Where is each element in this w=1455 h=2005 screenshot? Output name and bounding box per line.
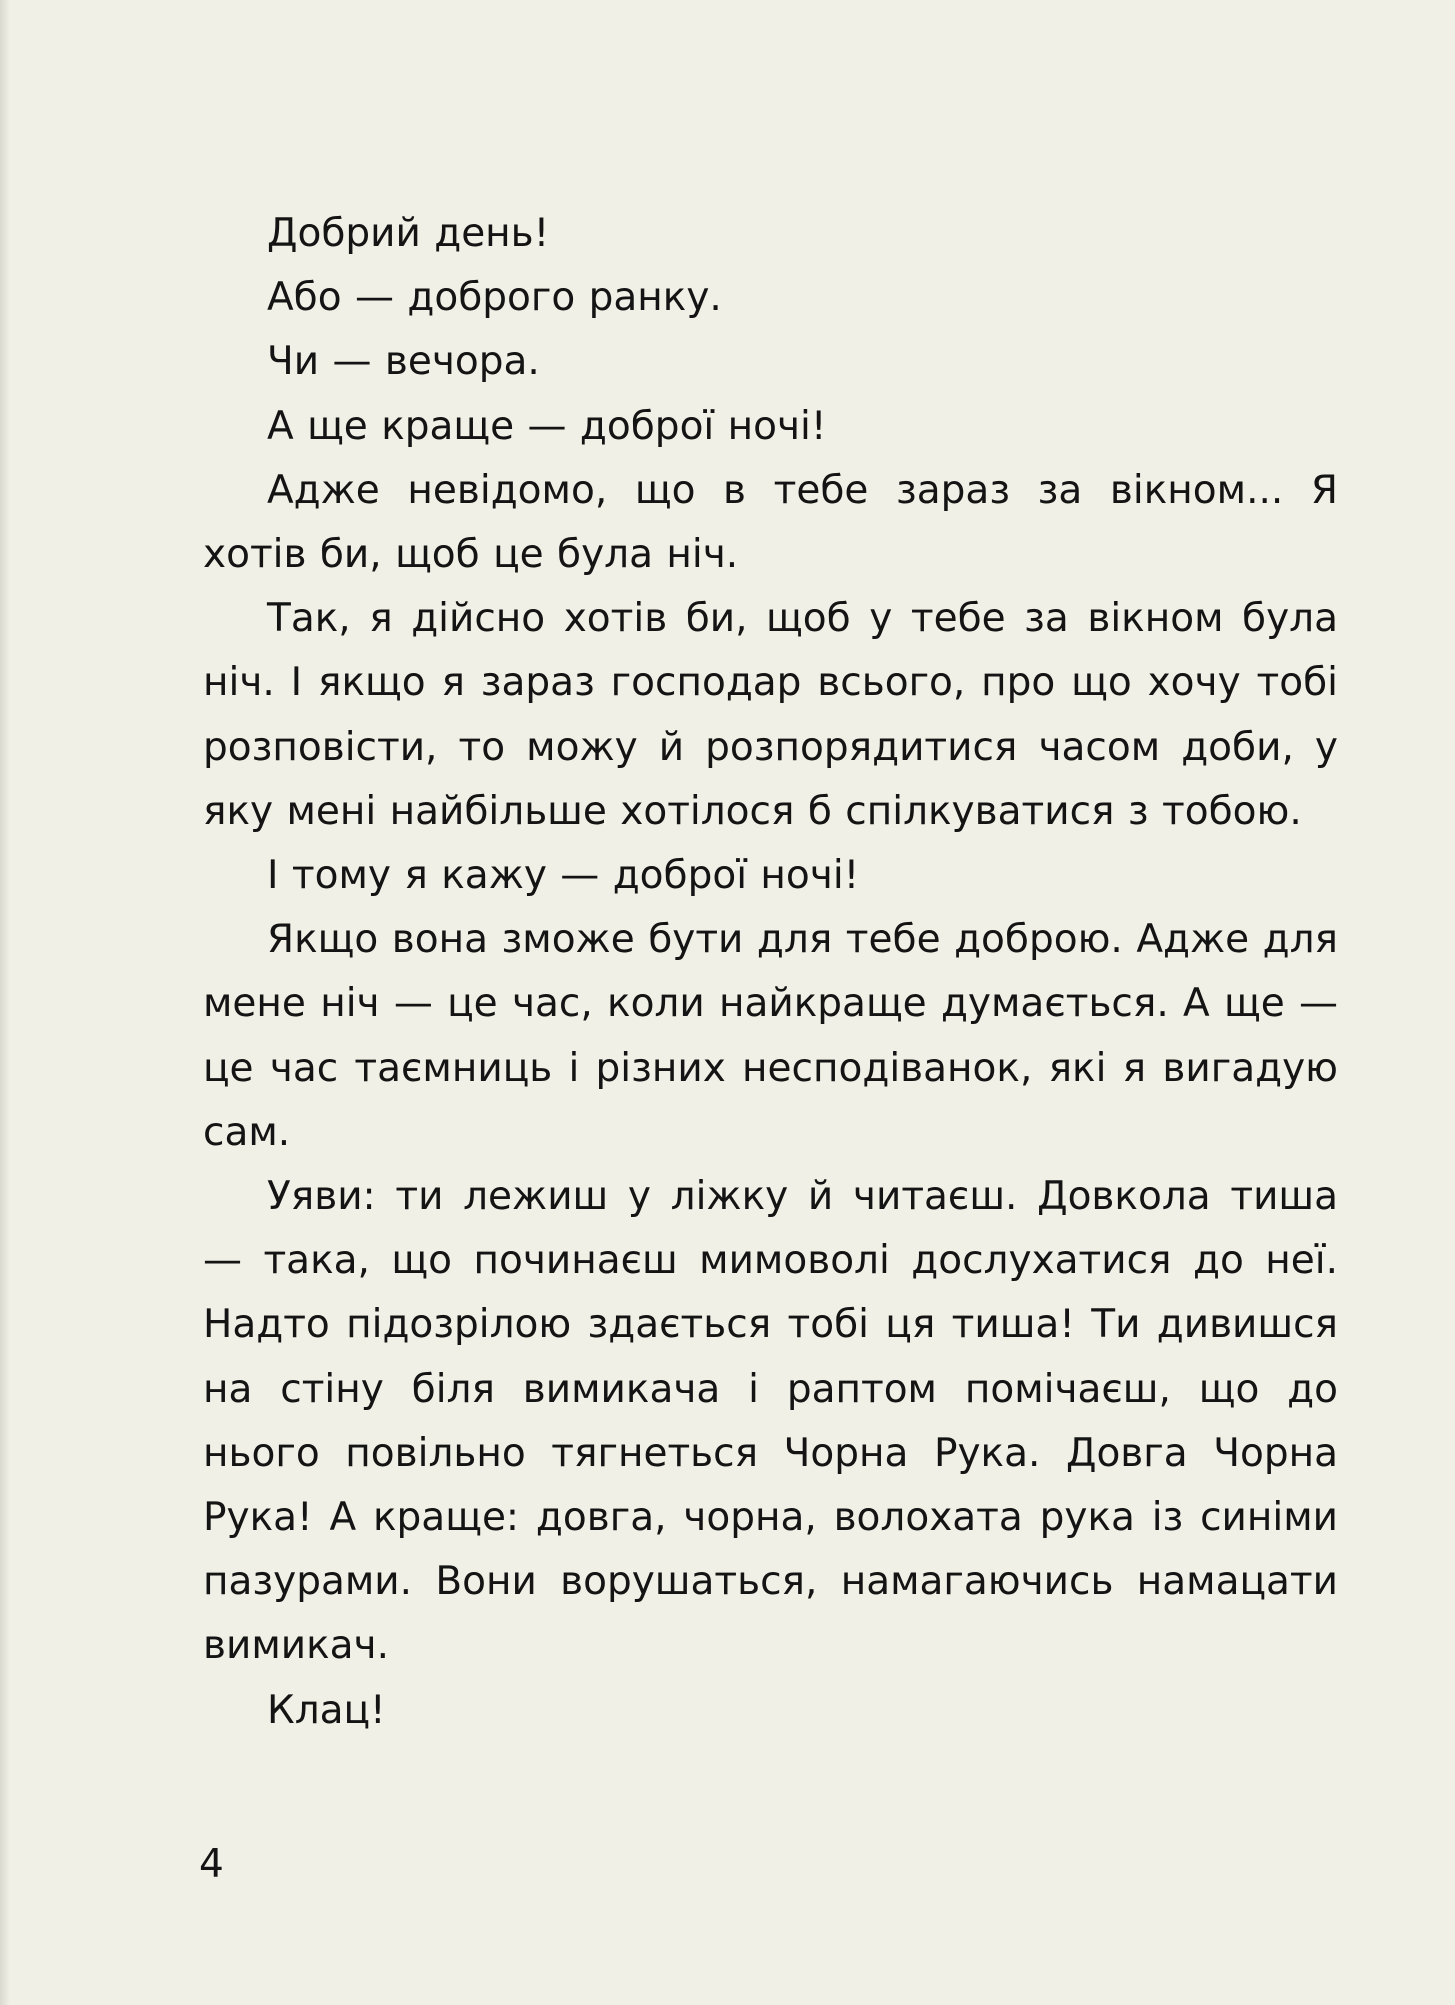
body-text — [203, 202, 1338, 1743]
paragraph-night-wish: Так, я дійсно хотів би, щоб у тебе за вікном була ніч. І якщо я зараз господар всього, про що хочу тобі розповісти, то можу й розпорядитися часом доби, у яку мені найбільше хотілося б спілкуватися з тобою. — [203, 596, 1338, 834]
page-edge-shadow — [0, 0, 10, 2005]
paragraph-saying-good-night: І тому я кажу — доброї ночі! — [267, 853, 860, 899]
page-number: 4 — [199, 1842, 224, 1887]
paragraph-good-night: А ще краще — доброї ночі! — [267, 403, 827, 449]
paragraph-greeting: Добрий день! — [267, 211, 550, 256]
paragraph-window: Адже невідомо, що в тебе зараз за вікном... Я хотів би, щоб це була ніч. — [203, 467, 1338, 578]
paragraph-click: Клац! — [267, 1687, 386, 1733]
paragraph-morning: Або — доброго ранку. — [267, 275, 722, 321]
paragraph-evening: Чи — вечора. — [267, 339, 540, 385]
paragraph-night-time: Якщо вона зможе бути для тебе доброю. Адже для мене ніч — це час, коли найкраще думається. А ще — це час таємниць і різних несподіванок, які я вигадую сам. — [203, 917, 1338, 1155]
paragraph-black-hand: Уяви: ти лежиш у ліжку й читаєш. Довкола тиша — така, що починаєш мимоволі дослухатися до неї. Надто підозрілою здається тобі ця тиша! Ти дивишся на стіну біля вимикача і раптом помічаєш, що до нього повільно тягнеться Чорна Рука. Довга Чорна Рука! А краще: довга, чорна, волохата рука із синіми пазурами. Вони ворушаться, намагаючись намацати вимикач. — [203, 1174, 1338, 1669]
